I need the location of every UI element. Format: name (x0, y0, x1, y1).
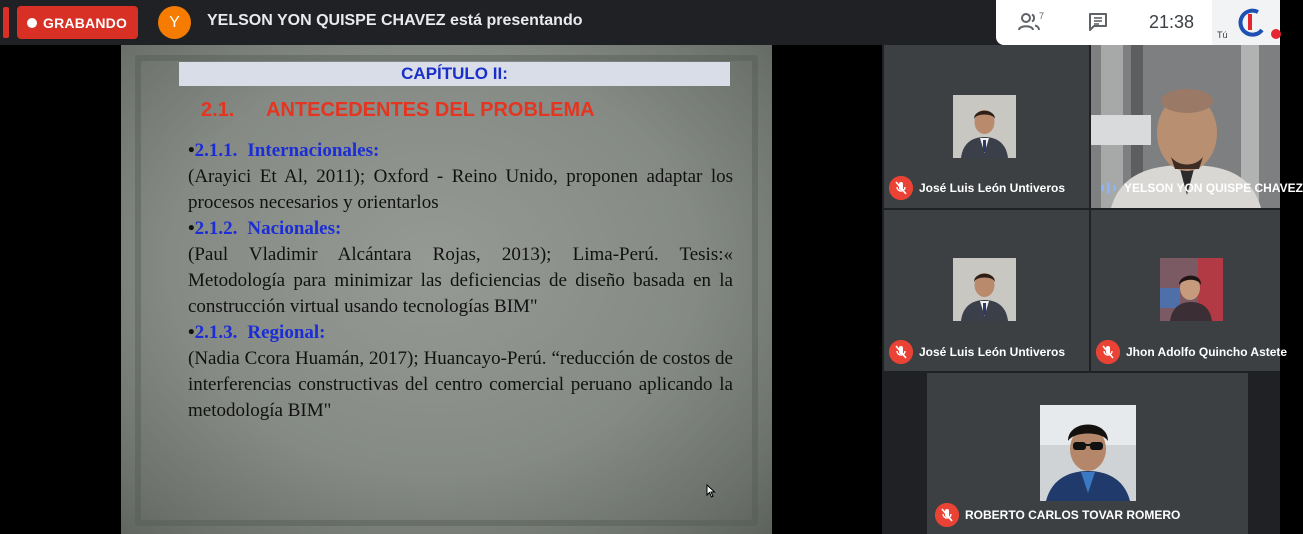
section-number: 2.1. (201, 99, 235, 121)
bullet: • (188, 322, 195, 343)
avatar (1040, 405, 1136, 501)
chat-button[interactable] (1087, 11, 1109, 33)
item-number: 2.1.3. (194, 322, 238, 343)
slide-body (188, 138, 733, 424)
chapter-heading: CAPÍTULO II: (179, 62, 730, 86)
presenting-text: YELSON YON QUISPE CHAVEZ está presentando (207, 12, 583, 29)
item-number: 2.1.2. (194, 218, 238, 239)
participant-name: ROBERTO CARLOS TOVAR ROMERO (965, 508, 1181, 522)
mic-off-icon[interactable] (889, 176, 913, 200)
recording-accent (3, 7, 9, 38)
item-text: (Nadia Ccora Huamán, 2017); Huancayo-Perú. “reducción de costos de interferencias constructivas del centro comercial peruano aplicando la metodología BIM" (188, 348, 733, 421)
self-label: Tú (1217, 30, 1228, 40)
item-heading (188, 216, 733, 242)
record-dot-icon (27, 18, 37, 28)
participant-name: Jhon Adolfo Quincho Astete (1126, 345, 1288, 359)
participant-name-row (1096, 340, 1288, 364)
mic-off-icon[interactable] (889, 340, 913, 364)
section-title-text: ANTECEDENTES DEL PROBLEMA (266, 99, 595, 121)
people-button[interactable] (1018, 11, 1046, 33)
item-text: (Paul Vladimir Alcántara Rojas, 2013); Lima-Perú. Tesis:« Metodología para minimizar las deficiencias de diseño basada en la construcción virtual usando tecnologías BIM" (188, 244, 733, 317)
mic-off-icon[interactable] (1096, 340, 1120, 364)
mic-off-icon[interactable] (935, 503, 959, 527)
item-heading (188, 138, 733, 164)
bullet: • (188, 218, 195, 239)
participant-name: YELSON YON QUISPE CHAVEZ (1124, 181, 1303, 195)
bullet: • (188, 140, 195, 161)
logo-dot (1271, 29, 1281, 39)
chat-icon (1087, 11, 1109, 33)
item-heading-text: Regional: (247, 322, 326, 343)
avatar (953, 95, 1016, 158)
participant-name-row (1100, 181, 1303, 195)
presentation-slide (121, 45, 772, 534)
item-heading (188, 320, 733, 346)
participant-count: 7 (1039, 11, 1045, 21)
participant-name-row (889, 340, 1084, 364)
avatar (1160, 258, 1223, 321)
participant-name-row (889, 176, 1084, 200)
mouse-cursor-icon (706, 484, 716, 498)
participant-name: José Luis León Untiveros (919, 181, 1066, 195)
audio-wave-icon (1100, 181, 1118, 195)
clock: 21:38 (1149, 12, 1195, 32)
item-number: 2.1.1. (194, 140, 238, 161)
participant-name: José Luis León Untiveros (919, 345, 1066, 359)
presenter-avatar: Y (158, 6, 191, 39)
recording-button[interactable] (17, 6, 138, 39)
item-text: (Arayici Et Al, 2011); Oxford - Reino Unido, proponen adaptar los procesos necesarios y orientarlos (188, 166, 733, 213)
avatar (953, 258, 1016, 321)
app-logo-icon (1236, 6, 1268, 38)
section-title (201, 99, 595, 122)
item-heading-text: Nacionales: (247, 218, 342, 239)
recording-label: GRABANDO (43, 14, 128, 31)
participant-name-row (935, 503, 1235, 527)
item-heading-text: Internacionales: (247, 140, 380, 161)
people-icon (1018, 11, 1046, 33)
